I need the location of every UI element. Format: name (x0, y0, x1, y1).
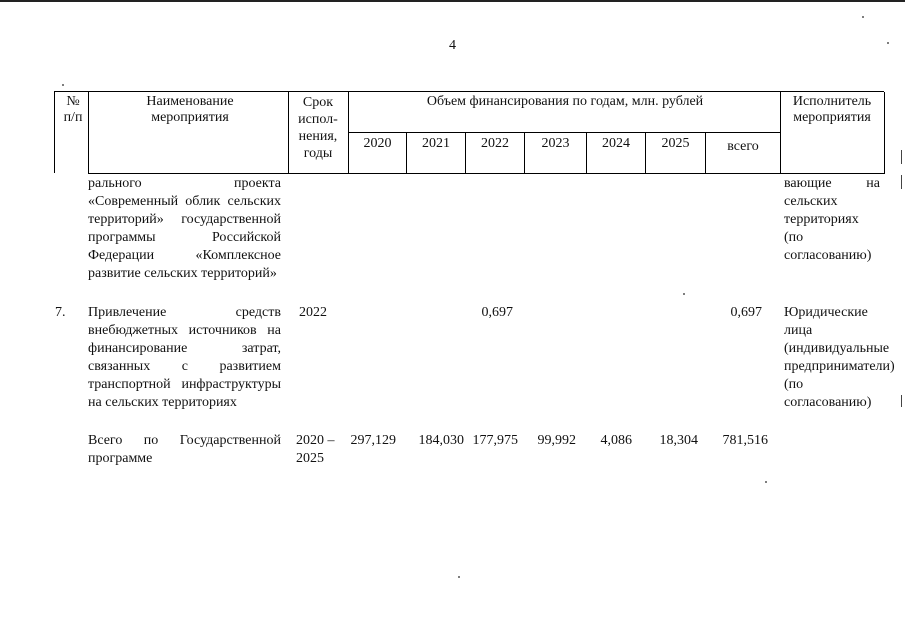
table-header (54, 91, 884, 173)
total-value-2022: 177,975 (472, 433, 518, 448)
top-border-line (0, 0, 905, 2)
row7-number: 7. (55, 305, 66, 320)
page-number: 4 (449, 38, 456, 53)
header-year-2025: 2025 (661, 136, 690, 151)
scan-speck (765, 481, 767, 483)
continued-row-name: рального проекта «Современный облик сельских территорий» государственной программы Российской Федерации «Комплексное развитие сельских территорий» (88, 176, 281, 281)
header-col-term: Срок испол-нения, годы (298, 95, 338, 161)
scan-margin-mark (901, 395, 902, 407)
scan-speck (683, 293, 685, 295)
total-row-name: Всего по Государственной программе (88, 433, 281, 466)
header-col-funding: Объем финансирования по годам, млн. рублей (426, 94, 704, 109)
continued-row-executor: вающие на сельских территориях (по согласованию) (784, 176, 880, 263)
header-year-2022: 2022 (481, 136, 509, 151)
scan-speck (458, 576, 460, 578)
header-year-2021: 2021 (422, 136, 450, 151)
row7-value-total: 0,697 (730, 305, 762, 320)
header-year-2023: 2023 (541, 136, 570, 151)
total-value-2025: 18,304 (659, 433, 698, 448)
header-col-number: № п/п (63, 94, 83, 125)
scan-margin-mark (901, 175, 902, 189)
total-value-2024: 4,086 (600, 433, 632, 448)
header-year-2020: 2020 (363, 136, 392, 151)
row7-term: 2022 (299, 305, 327, 320)
header-col-executor: Исполнитель мероприятия (792, 94, 872, 125)
total-value-all: 781,516 (722, 433, 768, 448)
row7-executor: Юридические лица (индивидуальные предприниматели) (по согласованию) (784, 305, 895, 410)
header-total: всего (727, 139, 759, 154)
total-value-2021: 184,030 (418, 433, 464, 448)
scan-speck (887, 42, 889, 44)
row7-value-2022: 0,697 (481, 305, 513, 320)
row7-name: Привлечение средств внебюджетных источников на финансирование затрат, связанных с развитием транспортной инфраструктуры на сельских территориях (88, 305, 281, 410)
header-year-2024: 2024 (602, 136, 630, 151)
total-value-2020: 297,129 (350, 433, 396, 448)
total-value-2023: 99,992 (537, 433, 576, 448)
total-row-term: 2020 – 2025 (296, 433, 335, 466)
scan-speck (62, 84, 64, 86)
scan-speck (862, 16, 864, 18)
header-col-name: Наименование мероприятия (146, 94, 234, 125)
scan-margin-mark (901, 150, 902, 164)
